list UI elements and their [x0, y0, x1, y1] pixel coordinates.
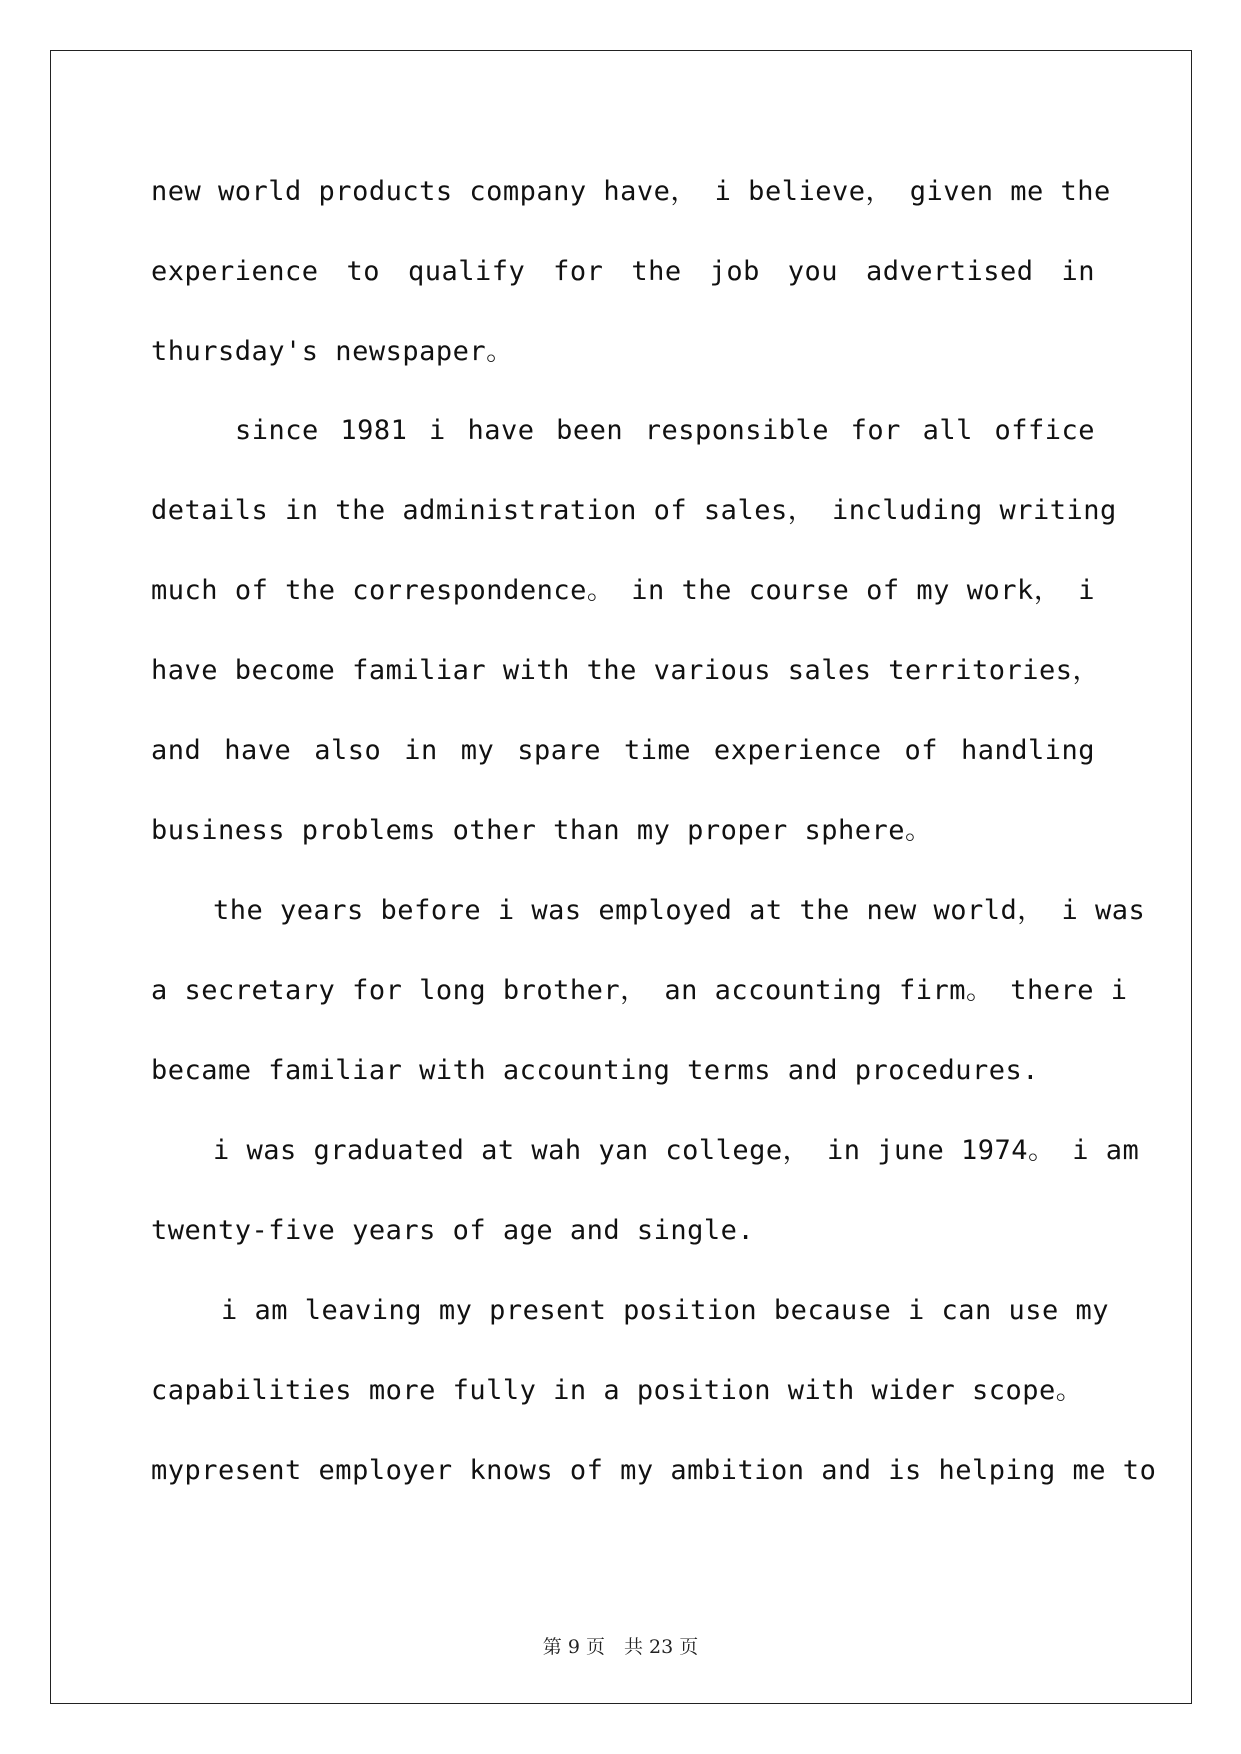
- text-line: mypresent employer knows of my ambition and is helping me to: [151, 1455, 1157, 1486]
- text-line: a secretary for long brother， an accounting firm。 there i: [151, 975, 1128, 1006]
- text-line: much of the correspondence。 in the course of my work， i: [151, 575, 1095, 606]
- paragraph-first-line: i am leaving my present position because i can use my: [221, 1295, 1110, 1326]
- text-line: capabilities more fully in a position with wider scope。: [151, 1375, 1084, 1406]
- text-line: twenty-five years of age and single.: [151, 1215, 755, 1246]
- page-number-footer: 第 9 页 共 23 页: [542, 1636, 699, 1658]
- paragraph-first-line: i was graduated at wah yan college， in june 1974。 i am: [213, 1135, 1140, 1166]
- paragraph-first-line: since 1981 i have been responsible for all office: [235, 415, 1095, 446]
- text-line: business problems other than my proper sphere。: [151, 815, 933, 846]
- paragraph-first-line: the years before i was employed at the new world， i was: [213, 895, 1146, 926]
- text-line: experience to qualify for the job you advertised in: [151, 256, 1095, 287]
- text-line: thursday's newspaper。: [151, 336, 514, 367]
- text-line: have become familiar with the various sales territories，: [151, 655, 1101, 686]
- text-line: details in the administration of sales， including writing: [151, 495, 1117, 526]
- text-line: became familiar with accounting terms and procedures.: [151, 1055, 1040, 1086]
- text-line: and have also in my spare time experience of handling: [151, 735, 1095, 766]
- text-line: new world products company have， i believe， given me the: [151, 176, 1111, 207]
